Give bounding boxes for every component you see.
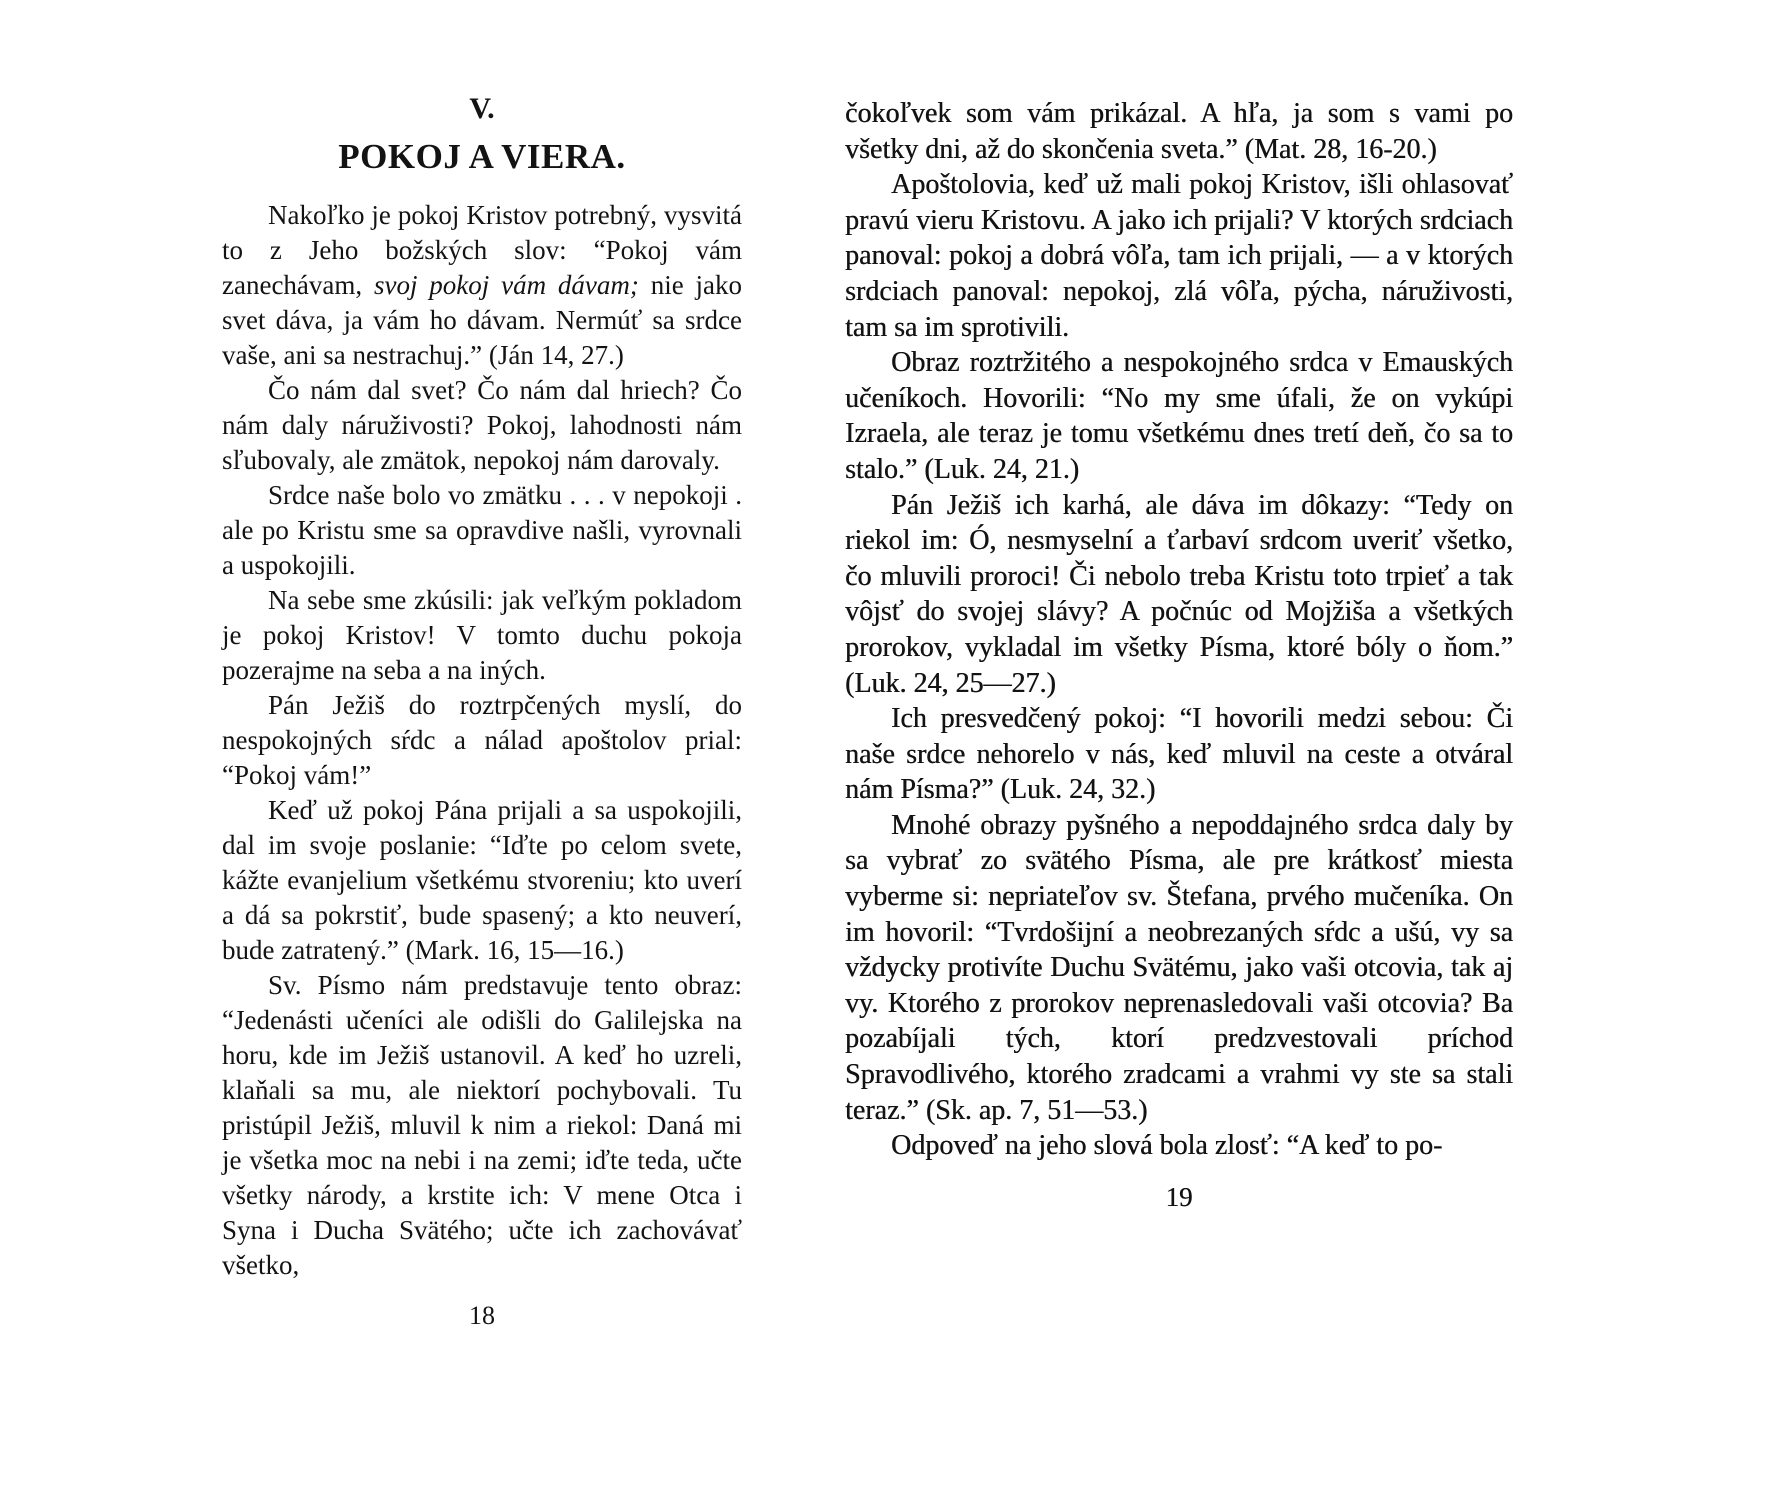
- text-run: Sv. Písmo nám predstavuje tento obraz: “Jedenásti učeníci ale odišli do Galilejska na horu, kde im Ježiš ustanovil. A keď ho uzreli, klaňali sa mu, ale niektorí pochybovali. Tu pristúpil Ježiš, mluvil k nim a riekol: Daná mi je všetka moc na nebi i na zemi; iďte teda, učte všetky národy, a krstite ich: V mene Otca i Syna i Ducha Svätého; učte ich zachovávať všetko,: [222, 970, 742, 1280]
- chapter-title: POKOJ A VIERA.: [338, 137, 626, 176]
- paragraph: [845, 96, 1513, 167]
- paragraph: [222, 688, 742, 793]
- text-run: Na sebe sme zkúsili: jak veľkým pokladom je pokoj Kristov! V tomto duchu pokoja pozerajme na seba a na iných.: [222, 585, 742, 685]
- page-left: [222, 92, 742, 1331]
- paragraph: [845, 345, 1513, 487]
- page-number-right: 19: [1165, 1181, 1193, 1212]
- paragraph: [845, 808, 1513, 1128]
- paragraph: [845, 488, 1513, 702]
- paragraph: [845, 1128, 1513, 1164]
- text-run: Nakoľko je pokoj Kristov potrebný, vysvitá to z Jeho božských slov: “Pokoj vám zanechávam,: [222, 200, 742, 300]
- page-right-body: [845, 96, 1513, 1164]
- chapter-number: V.: [469, 92, 495, 125]
- text-run: Srdce naše bolo vo zmätku . . . v nepokoji . ale po Kristu sme sa opravdive našli, vyrovnali a uspokojili.: [222, 480, 742, 580]
- text-run: nie jako svet dáva, ja vám ho dávam. Nermúť sa srdce vaše, ani sa nestrachuj.” (Ján 14, 27.): [222, 270, 743, 370]
- text-run: Odpoveď na jeho slová bola zlosť: “A keď to po-: [891, 1130, 1443, 1162]
- text-run: Mnohé obrazy pyšného a nepoddajného srdca daly by sa vybrať zo svätého Písma, ale pre krátkosť miesta vyberme si: nepriateľov sv. Štefana, prvého mučeníka. On im hovoril: “Tvrdošijní a neobrezaných sŕdc a ušú, vy sa vždycky protivíte Duchu Svätému, jako vaši otcovia, tak aj vy. Ktorého z prorokov neprenasledovali vaši otcovia? Ba pozabíjali tých, ktorí predzvestovali príchod Spravodlivého, ktorého zradcami a vrahmi vy ste sa stali teraz.” (Sk. ap. 7, 51—53.): [845, 809, 1513, 1126]
- paragraph: [222, 968, 742, 1283]
- page-right: [845, 96, 1513, 1213]
- text-run: Pán Ježiš ich karhá, ale dáva im dôkazy: “Tedy on riekol im: Ó, nesmyselní a ťarbaví srdcom uveriť všetko, čo mluvili proroci! Či nebolo treba Kristu toto trpieť a tak vôjsť do svojej slávy? A počnúc od Mojžiša a všetkých prorokov, vykladal im všetky Písma, ktoré bóly o ňom.” (Luk. 24, 25—27.): [845, 489, 1513, 699]
- paragraph: [222, 478, 742, 583]
- page-left-body: [222, 198, 742, 1283]
- text-run: Pán Ježiš do roztrpčených myslí, do nespokojných sŕdc a nálad apoštolov prial: “Pokoj vám!”: [222, 690, 742, 790]
- text-run: Apoštolovia, keď už mali pokoj Kristov, išli ohlasovať pravú vieru Kristovu. A jako ich prijali? V ktorých srdciach panoval: pokoj a dobrá vôľa, tam ich prijali, — a v ktorých srdciach panoval: nepokoj, zlá vôľa, pýcha, náruživosti, tam sa im sprotivili.: [845, 169, 1513, 343]
- italic-text-run: svoj pokoj vám dávam;: [373, 270, 639, 300]
- paragraph: [222, 373, 742, 478]
- paragraph: [222, 583, 742, 688]
- text-run: Obraz roztržitého a nespokojného srdca v Emauských učeníkoch. Hovorili: “No my sme úfali, že on vykúpi Izraela, ale teraz je tomu všetkému dnes tretí deň, čo sa to stalo.” (Luk. 24, 21.): [845, 347, 1513, 485]
- text-run: čokoľvek som vám prikázal. A hľa, ja som s vami po všetky dni, až do skončenia sveta.” (Mat. 28, 16-20.): [845, 98, 1513, 165]
- text-run: Ich presvedčený pokoj: “I hovorili medzi sebou: Či naše srdce nehorelo v nás, keď mluvil na ceste a otváral nám Písma?” (Luk. 24, 32.): [845, 703, 1513, 806]
- paragraph: [845, 167, 1513, 345]
- paragraph: [222, 198, 742, 373]
- text-run: Čo nám dal svet? Čo nám dal hriech? Čo nám daly náruživosti? Pokoj, lahodnosti nám sľubovaly, ale zmätok, nepokoj nám darovaly.: [222, 375, 742, 475]
- text-run: Keď už pokoj Pána prijali a sa uspokojili, dal im svoje poslanie: “Iďte po celom svete, kážte evanjelium všetkému stvoreniu; kto uverí a dá sa pokrstiť, bude spasený; a kto neuverí, bude zatratený.” (Mark. 16, 15—16.): [222, 795, 742, 965]
- paragraph: [845, 701, 1513, 808]
- paragraph: [222, 793, 742, 968]
- page-number-left: 18: [469, 1301, 495, 1330]
